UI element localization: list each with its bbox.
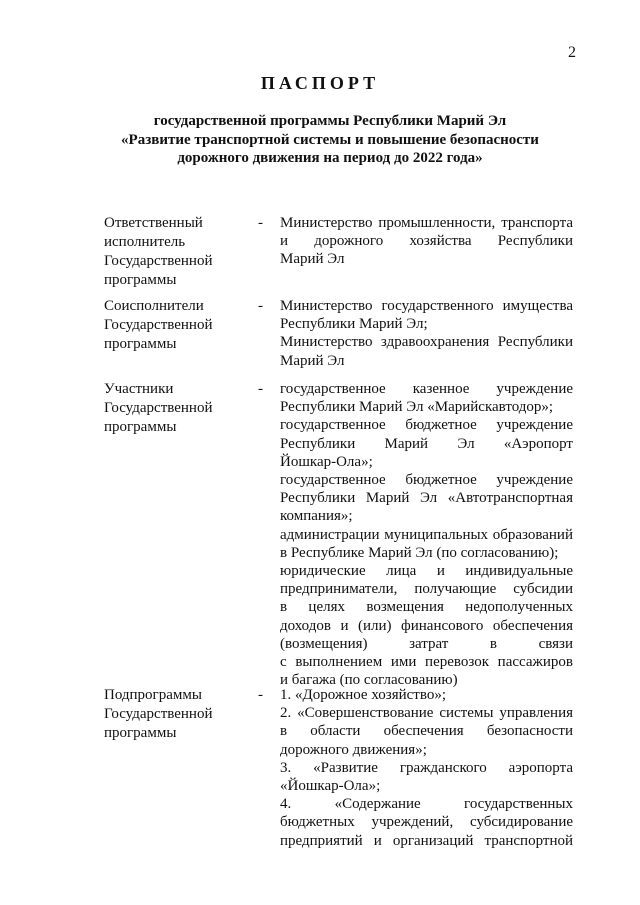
row-value-line: и дорожного хозяйства Республики [280,233,573,250]
row-label-line: Соисполнители [104,298,204,314]
row-label [104,214,244,290]
row-value-line: Республики Марий Эл «Автотранспортная [280,490,573,507]
row-value-line: бюджетных учреждений, субсидирование [280,814,573,831]
row-value-line: Министерство государственного имущества [280,298,573,314]
row-value-line: 1. «Дорожное хозяйство»; [280,687,446,703]
row-value-line: Министерство здравоохранения Республики [280,334,573,351]
subtitle-line: «Развитие транспортной системы и повышение безопасности [121,131,539,148]
row-label-line: программы [104,336,177,352]
row-label-line: программы [104,419,177,435]
row-label-line: Государственной [104,400,213,416]
row-label-line: Подпрограммы [104,687,202,703]
row-value-line: дорожного движения»; [280,741,427,758]
row-value-line: государственное бюджетное учреждение [280,472,573,489]
subtitle-line: государственной программы Республики Марий Эл [153,113,507,129]
row-label-line: Государственной [104,253,213,269]
row-value-line: предприниматели, получающие субсидии [280,581,573,598]
row-label-line: программы [104,272,177,288]
document-title: ПАСПОРТ [260,73,380,93]
row-value-line: предприятий и организаций транспортной [280,832,573,849]
row-label-line: Ответственный [104,215,203,231]
row-value-line: компания»; [280,508,353,525]
row-label-line: Государственной [104,317,213,333]
row-value-line: Республики Марий Эл; [280,316,428,333]
subtitle-line: дорожного движения на период до 2022 года» [177,150,483,166]
row-label [104,297,244,354]
row-label-line: Государственной [104,706,213,722]
row-label-line: исполнитель [104,234,186,250]
row-value-line: администрации муниципальных образований [280,526,573,543]
row-value-line: в целях возмещения недополученных [280,599,573,616]
row-value-line: в Республике Марий Эл (по согласованию); [280,544,559,561]
row-value-line: Йошкар-Ола»; [280,453,373,470]
row-value-line: Марий Эл [280,352,345,369]
row-value-line: юридические лица и индивидуальные [280,563,573,580]
row-value-line: Республики Марий Эл «Аэропорт [280,435,573,452]
row-label-line: программы [104,725,177,741]
row-value [280,686,573,850]
row-value-line: Министерство промышленности, транспорта [280,215,573,231]
page-number: 2 [568,44,576,61]
row-dash: - [258,298,263,314]
row-value-line: государственное казенное учреждение [280,381,573,397]
row-value-line: 3. «Развитие гражданского аэропорта [280,759,573,776]
row-value-line: в области обеспечения безопасности [280,723,573,740]
row-value [280,297,573,370]
row-value-line: Марий Эл [280,251,345,268]
row-dash: - [258,687,263,703]
row-value-line: доходов и (или) финансового обеспечения [280,617,573,634]
document-subtitle [95,112,565,168]
row-label [104,686,244,743]
row-value-line: Республики Марий Эл «Марийскавтодор»; [280,399,554,416]
row-value-line: 2. «Совершенствование системы управления [280,705,573,722]
row-dash: - [258,215,263,231]
row-value-line: «Йошкар-Ола»; [280,778,381,795]
row-dash: - [258,381,263,397]
row-value-line: (возмещения) затрат в связи [280,635,573,652]
row-value-line: государственное бюджетное учреждение [280,417,573,434]
row-value [280,380,573,689]
row-value-line: 4. «Содержание государственных [280,796,573,813]
row-value [280,214,573,269]
row-value-line: и багажа (по согласованию) [280,672,458,689]
row-value-line: с выполнением ими перевозок пассажиров [280,654,573,671]
row-label [104,380,244,437]
row-label-line: Участники [104,381,174,397]
